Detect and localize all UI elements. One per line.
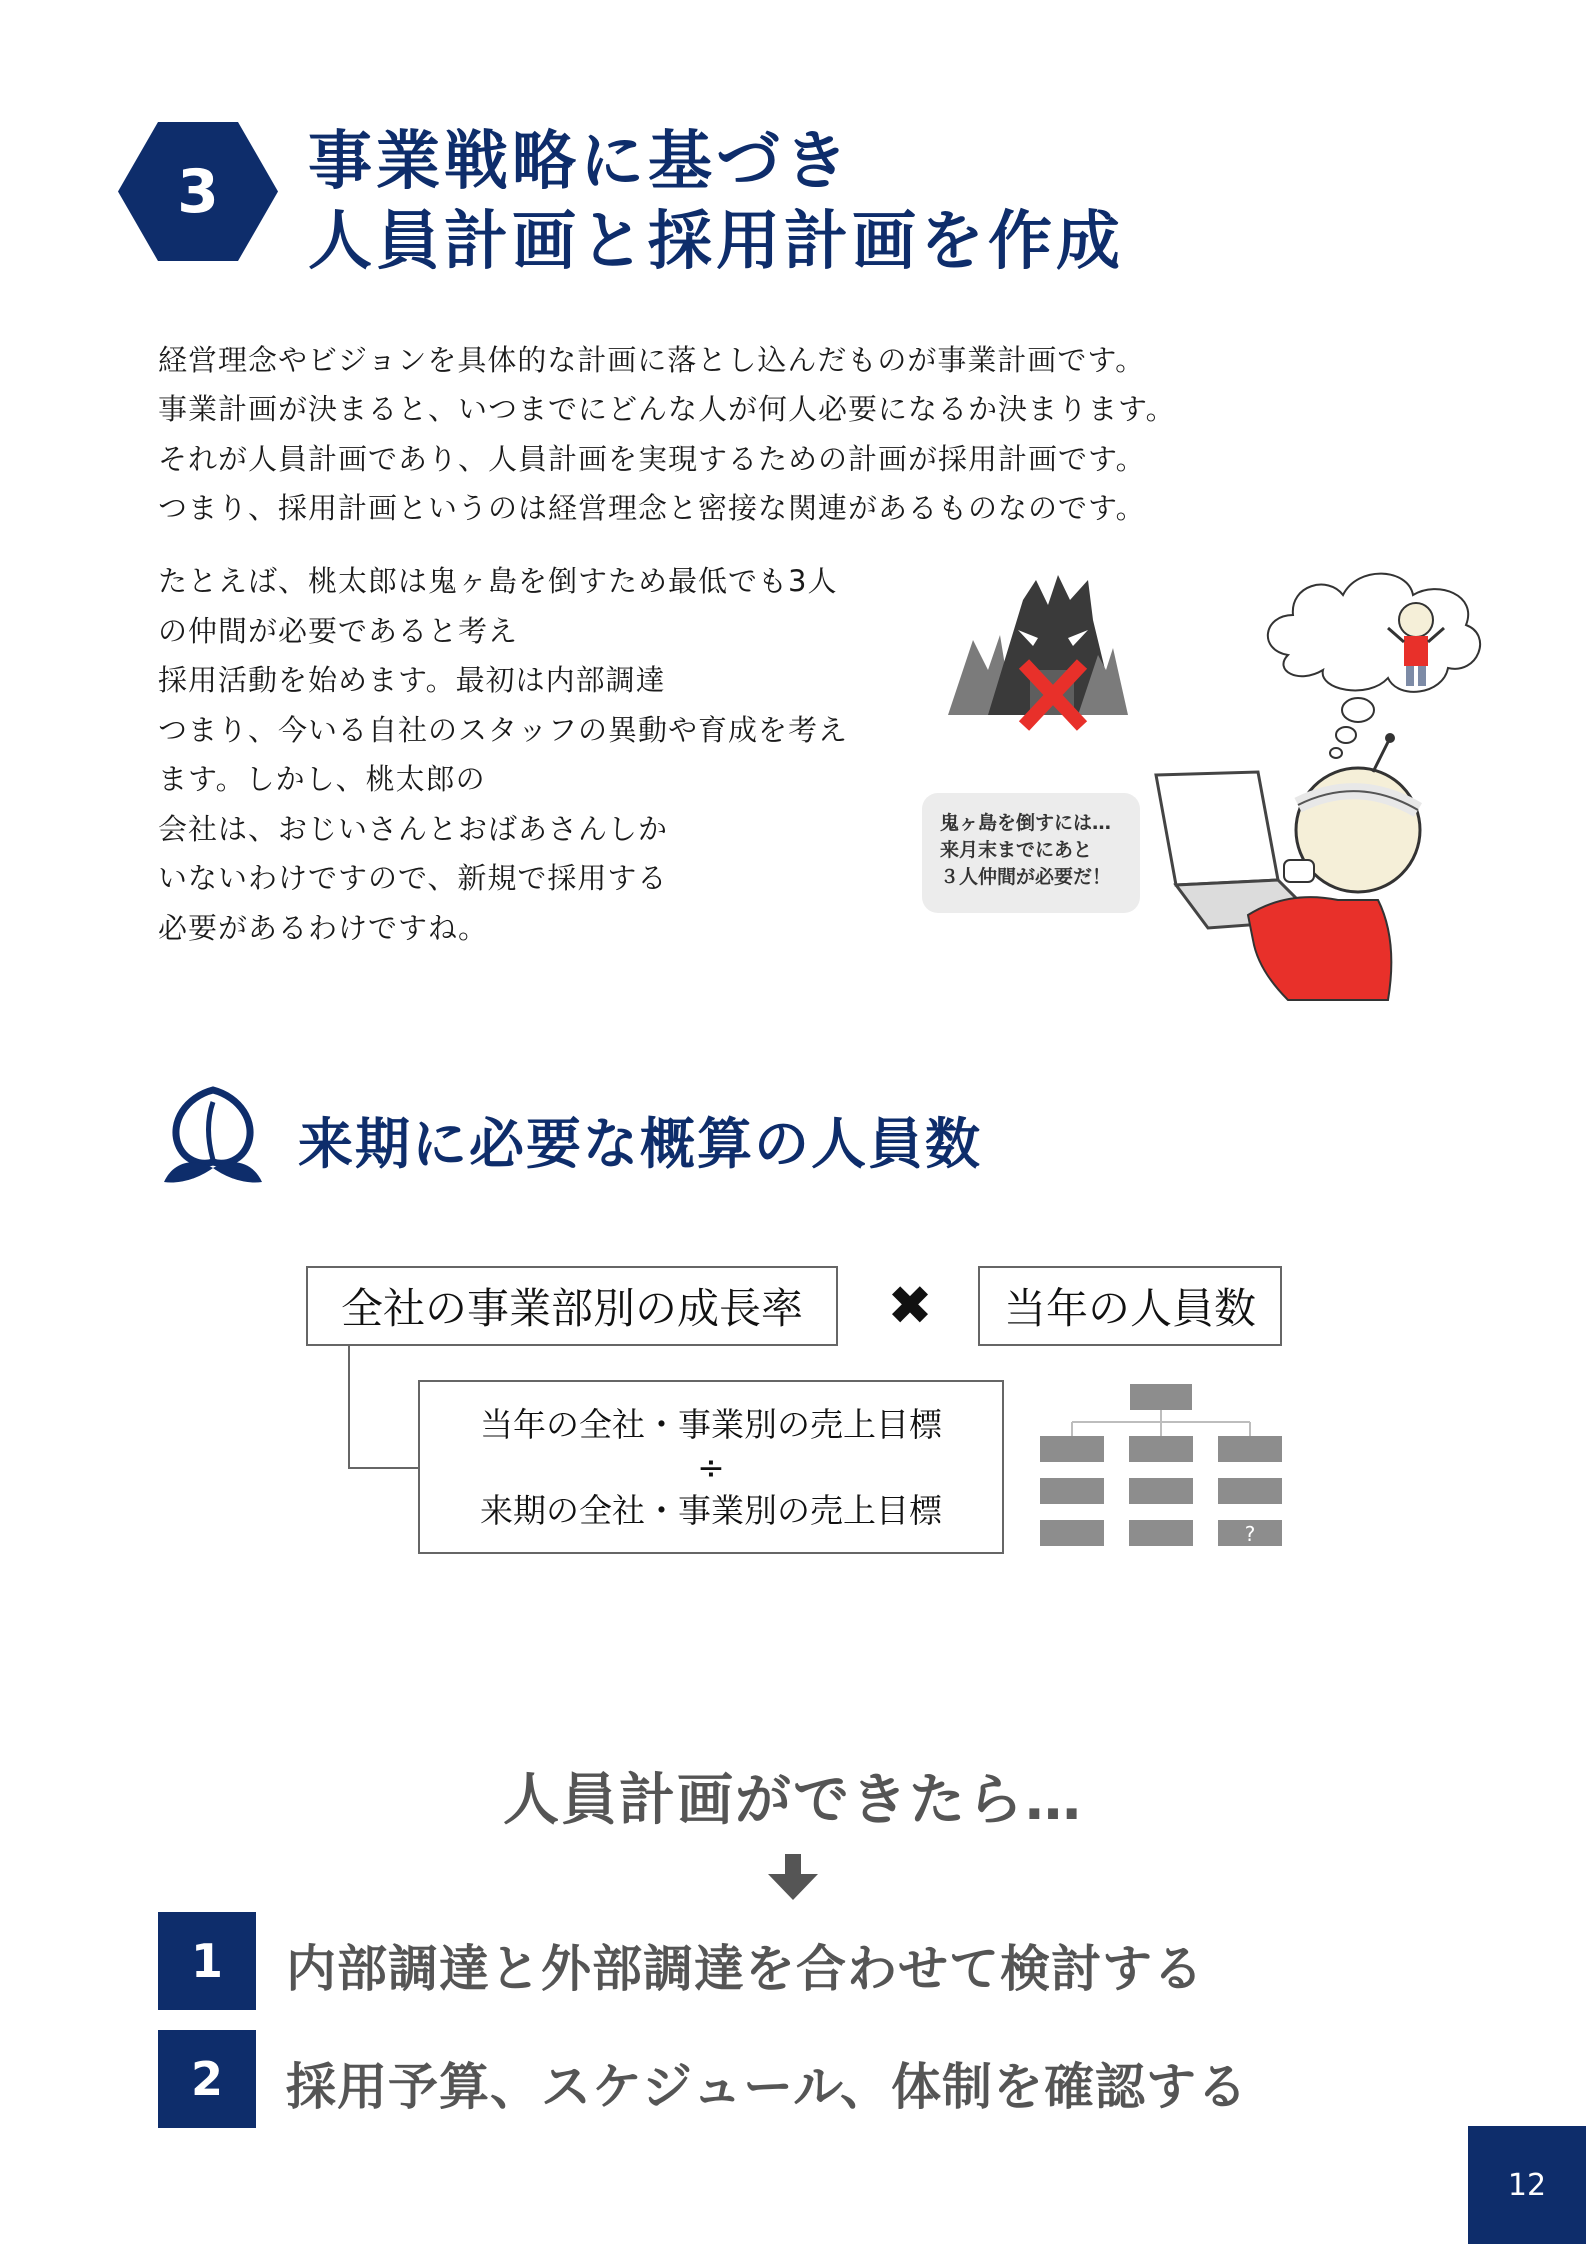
org-chart-icon bbox=[1040, 1382, 1282, 1550]
page-number: 12 bbox=[1468, 2126, 1586, 2244]
step-number: 2 bbox=[158, 2030, 256, 2128]
divide-sign: ÷ bbox=[697, 1447, 725, 1487]
section-title-line2: 人員計画と採用計画を作成 bbox=[308, 205, 1124, 279]
next-steps-title: 人員計画ができたら… bbox=[503, 1768, 1083, 1833]
formula-connector-line bbox=[348, 1346, 420, 1469]
section-title-line1: 事業戦略に基づき bbox=[308, 125, 852, 199]
speech-line: ３人仲間が必要だ！ bbox=[940, 866, 1112, 888]
multiply-icon: ✖ bbox=[887, 1273, 933, 1337]
momotaro-illustration bbox=[918, 560, 1530, 1010]
step-text: 採用予算、スケジュール、体制を確認する bbox=[286, 2058, 1248, 2116]
sales-target-current: 当年の全社・事業別の売上目標 bbox=[480, 1404, 942, 1444]
example-line: 会社は、おじいさんとおばあさんしか bbox=[158, 812, 669, 846]
sales-target-next: 来期の全社・事業別の売上目標 bbox=[480, 1490, 942, 1530]
example-line: 採用活動を始めます。最初は内部調達 bbox=[158, 663, 666, 697]
example-line: ます。しかし、桃太郎の bbox=[158, 762, 486, 796]
example-line: の仲間が必要であると考え bbox=[158, 614, 519, 648]
peach-icon bbox=[156, 1082, 270, 1186]
current-headcount-box: 当年の人員数 bbox=[978, 1266, 1282, 1346]
speech-line: 来月末までにあと bbox=[940, 839, 1093, 861]
thought-cloud-icon bbox=[1268, 574, 1480, 758]
intro-line: それが人員計画であり、人員計画を実現するための計画が採用計画です。 bbox=[158, 442, 1146, 476]
org-question-mark: ? bbox=[1244, 1522, 1256, 1546]
example-line: いないわけですので、新規で採用する bbox=[158, 861, 668, 895]
growth-rate-box: 全社の事業部別の成長率 bbox=[306, 1266, 838, 1346]
step-number: 1 bbox=[158, 1912, 256, 2010]
example-line: たとえば、桃太郎は鬼ヶ島を倒すため最低でも3人 bbox=[158, 564, 838, 598]
speech-bubble-text bbox=[940, 810, 1130, 891]
oni-island-mountain-icon bbox=[948, 575, 1128, 715]
down-arrow-icon bbox=[768, 1854, 818, 1900]
intro-line: 経営理念やビジョンを具体的な計画に落とし込んだものが事業計画です。 bbox=[158, 343, 1146, 377]
intro-line: つまり、採用計画というのは経営理念と密接な関連があるものなのです。 bbox=[158, 491, 1146, 525]
subheading: 来期に必要な概算の人員数 bbox=[298, 1112, 983, 1176]
sales-ratio-box bbox=[418, 1380, 1004, 1554]
example-line: つまり、今いる自社のスタッフの異動や育成を考え bbox=[158, 713, 849, 747]
speech-line: 鬼ヶ島を倒すには… bbox=[940, 812, 1112, 834]
intro-line: 事業計画が決まると、いつまでにどんな人が何人必要になるか決まります。 bbox=[158, 392, 1176, 426]
step-text: 内部調達と外部調達を合わせて検討する bbox=[286, 1940, 1204, 1998]
section-number: 3 bbox=[177, 156, 219, 227]
example-line: 必要があるわけですね。 bbox=[158, 911, 489, 945]
